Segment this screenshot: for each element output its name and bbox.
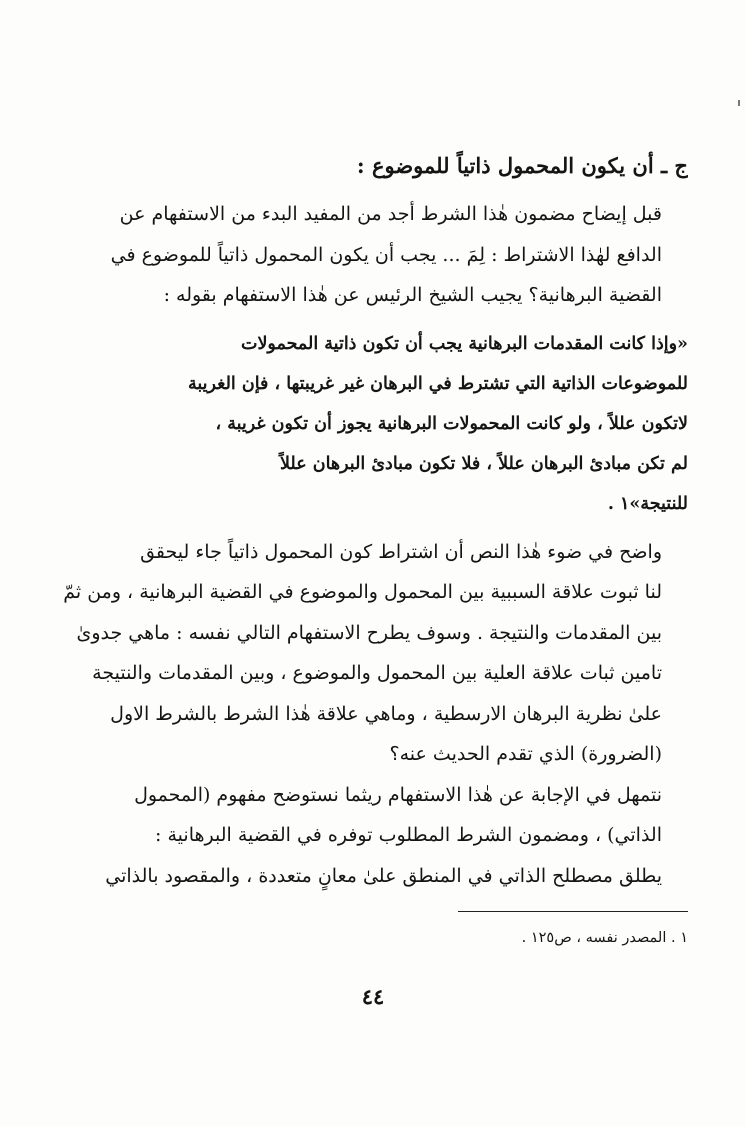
quote-line: للنتيجة»١ . [607, 493, 688, 514]
scan-mark [738, 100, 740, 106]
quote-line: للموضوعات الذاتية التي تشترط في البرهان غير غريبتها ، فإن الغريبة [187, 373, 688, 394]
paragraph-pause [56, 775, 688, 856]
text-line: نتمهل في الإجابة عن هٰذا الاستفهام ريثما نستوضح مفهوم (المحمول [134, 783, 662, 806]
footnote-separator [458, 911, 688, 912]
footnote: ١ . المصدر نفسه ، ص١٢٥ . [521, 930, 688, 946]
section-heading: ج ـ أن يكون المحمول ذاتياً للموضوع : [356, 153, 688, 178]
paragraph-definition [56, 856, 688, 897]
quote-line: لم تكن مبادئ البرهان عللاً ، فلا تكون مبادئ البرهان عللاً [279, 453, 688, 474]
quote-line: لاتكون عللاً ، ولو كانت المحمولات البرهانية يجوز أن تكون غريبة ، [215, 413, 688, 434]
text-line: علىٰ نظرية البرهان الارسطية ، وماهي علاقة هٰذا الشرط بالشرط الاول [110, 702, 662, 725]
paragraph-intro [56, 194, 688, 316]
text-line: لنا ثبوت علاقة السببية بين المحمول والموضوع في القضية البرهانية ، ومن ثمّ [63, 581, 662, 603]
text-line: القضية البرهانية؟ يجيب الشيخ الرئيس عن هٰذا الاستفهام بقوله : [163, 284, 662, 306]
text-line: (الضرورة) الذي تقدم الحديث عنه؟ [389, 743, 662, 765]
text-line: واضح في ضوء هٰذا النص أن اشتراط كون المحمول ذاتياً جاء ليحقق [140, 540, 662, 563]
page-body [56, 142, 688, 896]
paragraph-analysis [56, 532, 688, 775]
page-number: ٤٤ [361, 984, 385, 1009]
text-line: تامين ثبات علاقة العلية بين المحمول والموضوع ، وبين المقدمات والنتيجة [92, 662, 662, 684]
quote-line: «وإذا كانت المقدمات البرهانية يجب أن تكون ذاتية المحمولات [240, 333, 688, 354]
text-line: قبل إيضاح مضمون هٰذا الشرط أجد من المفيد البدء من الاستفهام عن [119, 203, 662, 225]
text-line: بين المقدمات والنتيجة . وسوف يطرح الاستفهام التالي نفسه : ماهي جدوىٰ [76, 621, 662, 644]
quotation-block [56, 324, 688, 524]
text-line: الدافع لهٰذا الاشتراط : لِمَ ... يجب أن يكون المحمول ذاتياً للموضوع في [110, 243, 662, 266]
text-line: الذاتي) ، ومضمون الشرط المطلوب توفره في القضية البرهانية : [155, 824, 662, 846]
text-line: يطلق مصطلح الذاتي في المنطق علىٰ معانٍ متعددة ، والمقصود بالذاتي [105, 864, 662, 887]
